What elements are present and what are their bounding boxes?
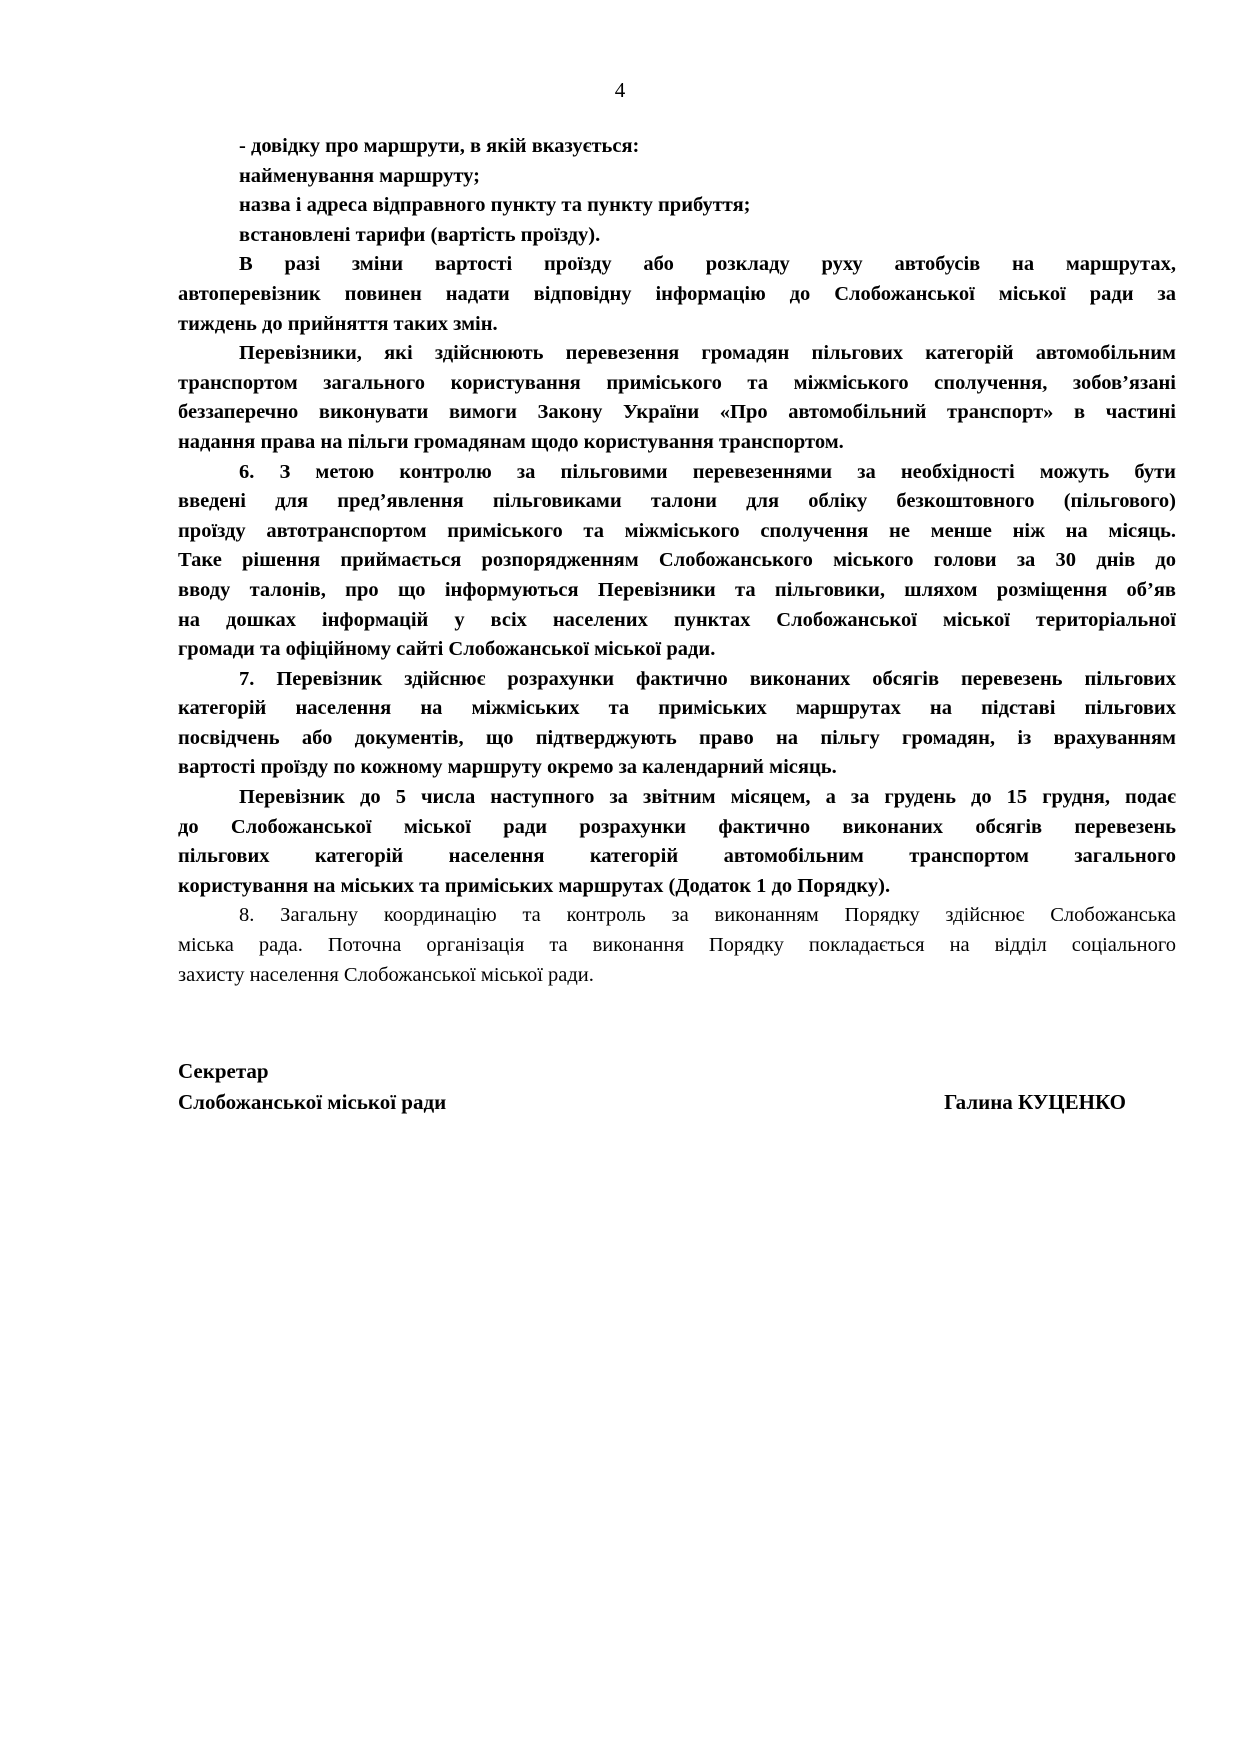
text-line: громади та офіційному сайті Слобожанської міської ради. [178,638,716,661]
signer-title: Секретар [178,1059,269,1083]
text-line: 8. Загальну координацію та контроль за виконанням Порядку здійснює Слобожанська [239,904,1176,927]
list-item: найменування маршруту; [239,164,480,187]
text-line: вартості проїзду по кожному маршруту окремо за календарний місяць. [178,756,837,779]
text-line: міська рада. Поточна організація та виконання Порядку покладається на відділ соціального [178,934,1176,957]
text-line: тиждень до прийняття таких змін. [178,312,498,335]
text-line: до Слобожанської міської ради розрахунки фактично виконаних обсягів перевезень [178,815,1176,838]
text-line: Перевізник до 5 числа наступного за звітним місяцем, а за грудень до 15 грудня, подає [239,786,1176,809]
text-line: пільгових категорій населення категорій автомобільним транспортом загального [178,845,1176,868]
text-line: категорій населення на міжміських та приміських маршрутах на підставі пільгових [178,697,1176,720]
text-line: проїзду автотранспортом приміського та міжміського сполучення не менше ніж на місяць. [178,519,1176,542]
signature-block [178,1056,1176,1118]
text-line: 6. З метою контролю за пільговими перевезеннями за необхідності можуть бути [239,460,1176,483]
text-line: Перевізники, які здійснюють перевезення громадян пільгових категорій автомобільним [239,342,1176,365]
signer-name: Галина КУЦЕНКО [944,1090,1126,1114]
text-line: вводу талонів, про що інформуються Перевізники та пільговики, шляхом розміщення об’яв [178,578,1176,601]
text-line: 7. Перевізник здійснює розрахунки фактично виконаних обсягів перевезень пільгових [239,667,1176,690]
text-line: Таке рішення приймається розпорядженням Слобожанського міського голови за 30 днів до [178,549,1176,572]
text-line: надання права на пільги громадянам щодо користування транспортом. [178,430,844,453]
text-line: В разі зміни вартості проїзду або розкладу руху автобусів на маршрутах, [239,253,1176,276]
paragraph-8 [178,901,1176,990]
list-item: назва і адреса відправного пункту та пункту прибуття; [239,194,751,217]
text-line: користування на міських та приміських маршрутах (Додаток 1 до Порядку). [178,874,891,897]
route-info-list [178,132,1176,250]
text-line: автоперевізник повинен надати відповідну інформацію до Слобожанської міської ради за [178,282,1176,305]
text-line: на дошках інформацій у всіх населених пунктах Слобожанської міської територіальної [178,608,1176,631]
text-line: беззаперечно виконувати вимоги Закону України «Про автомобільний транспорт» в частині [178,401,1176,424]
paragraph-7-reporting [178,783,1176,901]
text-line: введені для пред’явлення пільговиками талони для обліку безкоштовного (пільгового) [178,490,1176,513]
paragraph-7 [178,665,1176,783]
paragraph-fare-change [178,250,1176,339]
text-line: транспортом загального користування приміського та міжміського сполучення, зобов’язані [178,371,1176,394]
signer-organization: Слобожанської міської ради [178,1090,447,1114]
page-number: 4 [614,78,626,102]
list-item: - довідку про маршрути, в якій вказується: [239,135,640,157]
text-line: захисту населення Слобожанської міської ради. [178,963,594,986]
paragraph-carriers [178,339,1176,457]
list-item: встановлені тарифи (вартість проїзду). [239,223,601,246]
paragraph-6 [178,458,1176,665]
text-line: посвідчень або документів, що підтверджують право на пільгу громадян, із врахуванням [178,726,1176,749]
document-body [178,132,1176,990]
